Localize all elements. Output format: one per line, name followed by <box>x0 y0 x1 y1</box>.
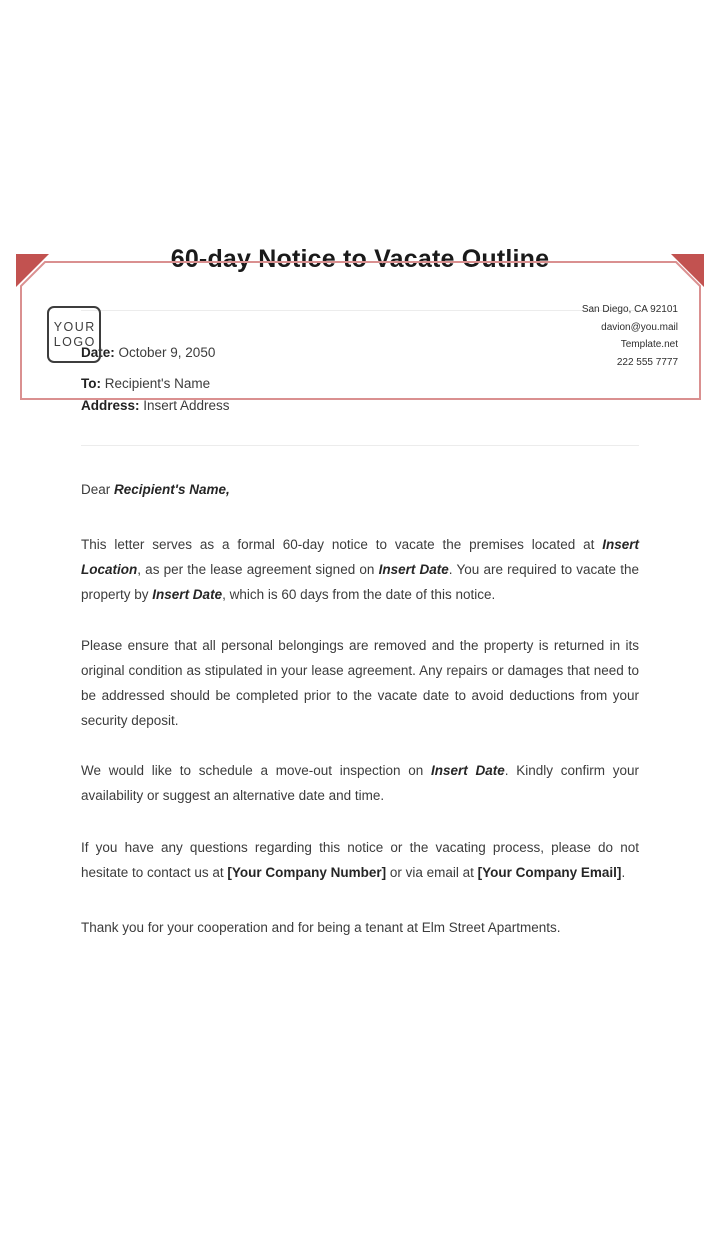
contact-website: Template.net <box>620 339 678 350</box>
contact-info <box>582 301 678 371</box>
logo-line-2: LOGO <box>53 334 96 349</box>
header-corner-left-icon <box>16 254 49 287</box>
paragraph-contact: If you have any questions regarding this notice or the vacating process, please do not hesitate to contact us at [Your Company Number] or via email at [Your Company Email]. <box>81 840 639 880</box>
page-title: 60-day Notice to Vacate Outline <box>170 245 550 273</box>
to-value: Recipient's Name <box>101 376 211 391</box>
contact-address: San Diego, CA 92101 <box>581 304 678 315</box>
contact-email: davion@you.mail <box>601 321 678 333</box>
address-value: Insert Address <box>139 398 230 413</box>
header-corner-right-icon <box>671 254 704 287</box>
salutation: Dear Recipient's Name, <box>81 482 230 497</box>
logo-line-1: YOUR <box>53 319 96 334</box>
to-label: To: <box>81 376 101 391</box>
divider-bottom <box>81 445 639 446</box>
contact-phone: 222 555 7777 <box>616 356 678 368</box>
address-label: Address: <box>81 398 140 413</box>
date-label: Date: <box>81 345 115 360</box>
logo-placeholder <box>47 306 101 363</box>
letter-page <box>0 244 720 1260</box>
paragraph-notice: This letter serves as a formal 60-day notice to vacate the premises located at Insert Location, as per the lease agreement signed on Insert Date. You are required to vacate the property by Insert Date, which is 60 days from the date of this notice. <box>81 537 640 602</box>
paragraph-condition: Please ensure that all personal belongings are removed and the property is returned in its original condition as stipulated in your lease agreement. Any repairs or damages that need to be addressed should be completed prior to the vacate date to avoid deductions from your security deposit. <box>81 638 639 728</box>
date-value: October 9, 2050 <box>114 345 216 360</box>
paragraph-thanks: Thank you for your cooperation and for being a tenant at Elm Street Apartments. <box>81 920 561 935</box>
paragraph-inspection: We would like to schedule a move-out inspection on Insert Date. Kindly confirm your availability or suggest an alternative date and time. <box>81 763 639 803</box>
